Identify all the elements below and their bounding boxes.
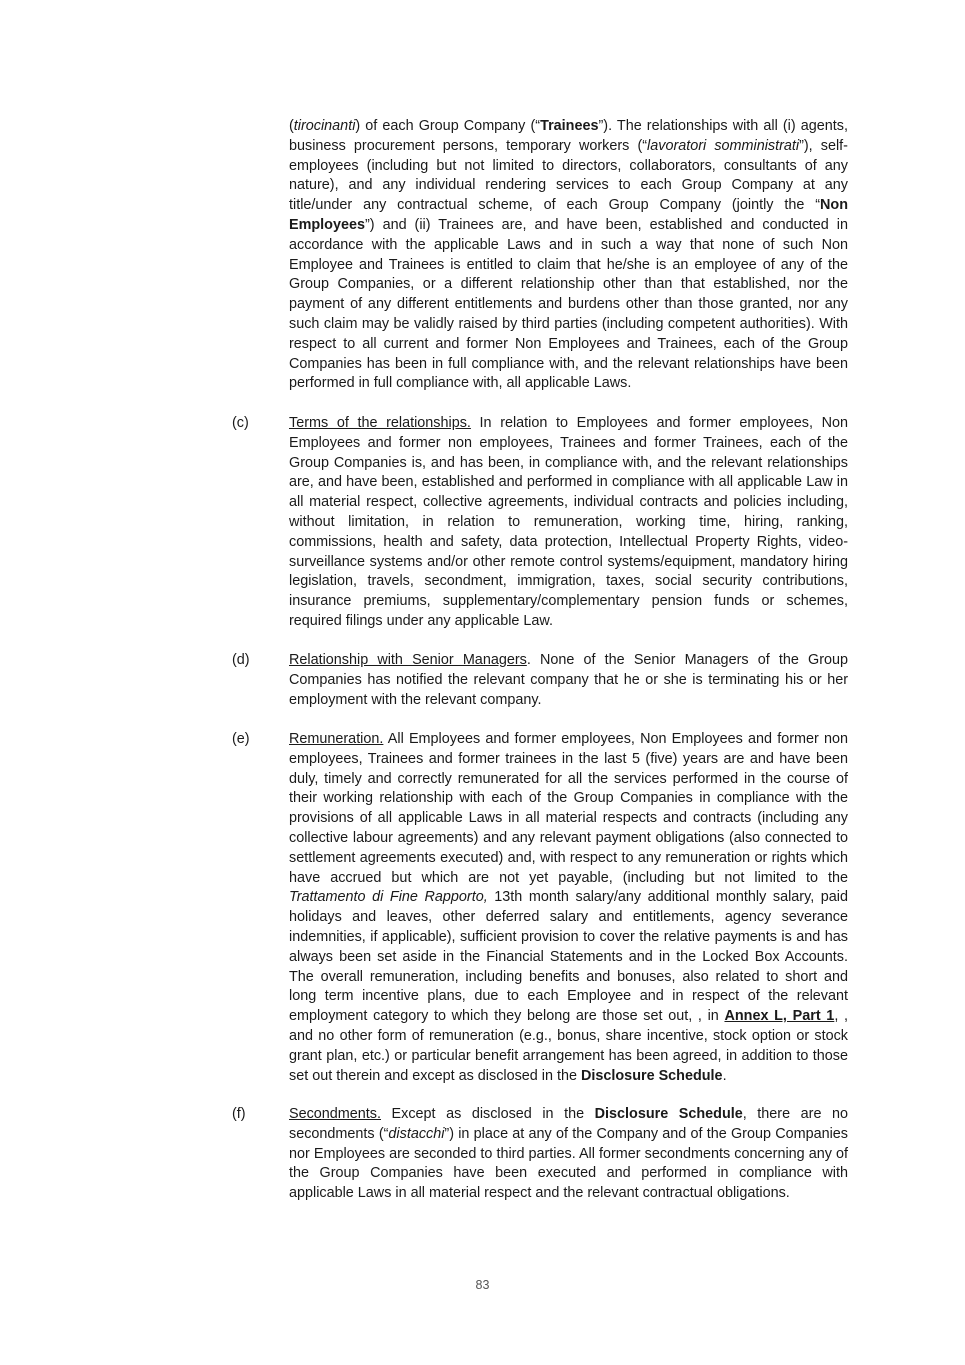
- clause-d-heading: Relationship with Senior Managers: [289, 652, 527, 668]
- clause-f-text-2: , there are no secondments (“: [289, 1106, 848, 1142]
- clause-c-text: In relation to Employees and former employees, Non Employees and former non employees, Trainees and former Trainees, each of the Group Companies is, and has been, in compliance with, and the relevant relationships are, and have been, established and performed in compliance with all applicable Law in all material respect, collective agreements, individual contracts and policies including, without limitation, in relation to remuneration, working time, hiring, ranking, commissions, health and safety, data protection, Intellectual Property Rights, video-surveillance systems and/or other remote control systems/equipment, mandatory hiring legislation, travels, secondment, immigration, taxes, social security contributions, insurance premiums, supplementary/complementary pension funds or schemes, required filings under any applicable Law.: [289, 415, 849, 629]
- clause-f-text-3: ”) in place at any of the Company and of the Group Companies nor Employees are seconded to third parties. All former secondments concerning any of the Group Companies have been executed and performed in compliance with applicable Laws in all material respect and the relevant contractual obligations.: [289, 1125, 848, 1202]
- term-trainees: Trainees: [540, 118, 599, 134]
- page-number: 83: [475, 1278, 490, 1292]
- term-non-employees: Non Employees: [289, 197, 848, 233]
- clause-e-text-2: 13th month salary/any additional monthly salary, paid holidays and leaves, other deferred salary and entitlements, agency severance indemnities, if applicable), sufficient provision to cover the relative payments is and has always been set aside in the Financial Statements and in the Locked Box Accounts. The overall remuneration, including benefits and bonuses, also related to short and long term incentive plans, due to each Employee and in respect of the relevant employment category to which they belong are those set out, , in: [289, 889, 848, 1025]
- clause-f-text-1: Except as disclosed in the: [381, 1106, 595, 1122]
- clause-c-label: (c): [232, 415, 249, 431]
- annex-l-reference: Annex L, Part 1: [724, 1008, 835, 1025]
- term-trattamento: Trattamento di Fine Rapporto,: [289, 889, 488, 906]
- clause-e-text-3: , , and no other form of remuneration (e.g., bonus, share incentive, stock option or stock grant plan, etc.) or particular benefit arrangement has been agreed, in addition to those set out therein and except as disclosed in the: [289, 1008, 848, 1084]
- disclosure-schedule-reference-f: Disclosure Schedule: [594, 1106, 743, 1122]
- clause-d-paragraph: [289, 651, 848, 710]
- intro-text-2: ”). The relationships with all (i) agents, business procurement persons, temporary workers (“: [289, 118, 848, 154]
- clause-e-paragraph: [289, 730, 848, 1086]
- clause-d-label: (d): [232, 652, 250, 668]
- intro-text-3: ”), self-employees (including but not limited to directors, collaborators, consultants of any nature), and any individual rendering services to each Group Company at any title/under any contractual scheme, of each Group Company (jointly the “: [289, 137, 848, 214]
- clause-f-paragraph: [289, 1105, 848, 1204]
- term-tirocinanti: tirocinanti: [293, 118, 356, 134]
- term-distacchi: distacchi: [388, 1125, 445, 1142]
- clause-e-text-4: .: [722, 1067, 727, 1084]
- clause-f-label: (f): [232, 1106, 246, 1122]
- intro-paragraph: (tirocinanti) of each Group Company (“Trainees”). The relationships with all (i) agents, business procurement persons, temporary workers (“lavoratori somministrati”), self-employees (including but not limited to directors, collaborators, consultants of any nature), and any individual rendering services to each Group Company at any title/under any contractual scheme, of each Group Company (jointly the “Non Employees”) and (ii) Trainees are, and have been, established and conducted in accordance with the applicable Laws and in such a way that none of such Non Employee and Trainees is entitled to claim that he/she is an employee of any of the Group Companies, or a different relationship other than that established, nor the payment of any different entitlements and burdens other than those granted, nor any such claim may be validly raised by third parties (including competent authorities). With respect to all current and former Non Employees and Trainees, each of the Group Companies has been in full compliance with, and the relevant relationships have been performed in full compliance with, all applicable Laws.: [289, 118, 848, 392]
- intro-text-1: ) of each Group Company (“: [355, 118, 541, 134]
- clause-e-heading: Remuneration.: [289, 731, 384, 747]
- clause-d-text: . None of the Senior Managers of the Group Companies has notified the relevant company that he or she is terminating his or her employment with the relevant company.: [289, 652, 848, 708]
- intro-text-4: ”) and (ii) Trainees are, and have been, established and conducted in accordance with the applicable Laws and in such a way that none of such Non Employee and Trainees is entitled to claim that he/she is an employee of any of the Group Companies, or a different relationship other than that established, nor the payment of any different entitlements and burdens other than those granted, nor any such claim may be validly raised by third parties (including competent authorities). With respect to all current and former Non Employees and Trainees, each of the Group Companies has been in full compliance with, and the relevant relationships have been performed in full compliance with, all applicable Laws.: [289, 216, 848, 392]
- term-lavoratori: lavoratori somministrati: [647, 137, 800, 154]
- disclosure-schedule-reference-e: Disclosure Schedule: [581, 1067, 723, 1084]
- clause-f-heading: Secondments.: [289, 1106, 381, 1122]
- clause-e-label: (e): [232, 731, 250, 747]
- clause-c-paragraph: [289, 414, 848, 632]
- clause-c-heading: Terms of the relationships.: [289, 415, 471, 431]
- clause-e-text-1: All Employees and former employees, Non Employees and former non employees, Trainees and former trainees in the last 5 (five) years are and have been duly, timely and correctly remunerated for all the services performed in the course of their working relationship with each of the Group Companies in compliance with the provisions of all applicable Laws in all material respects and contracts (including any collective labour agreements) and any relevant payment obligations (also connected to settlement agreements executed) and, with respect to any remuneration or rights which have accrued but which are not yet payable, (including but not limited to the: [289, 731, 848, 886]
